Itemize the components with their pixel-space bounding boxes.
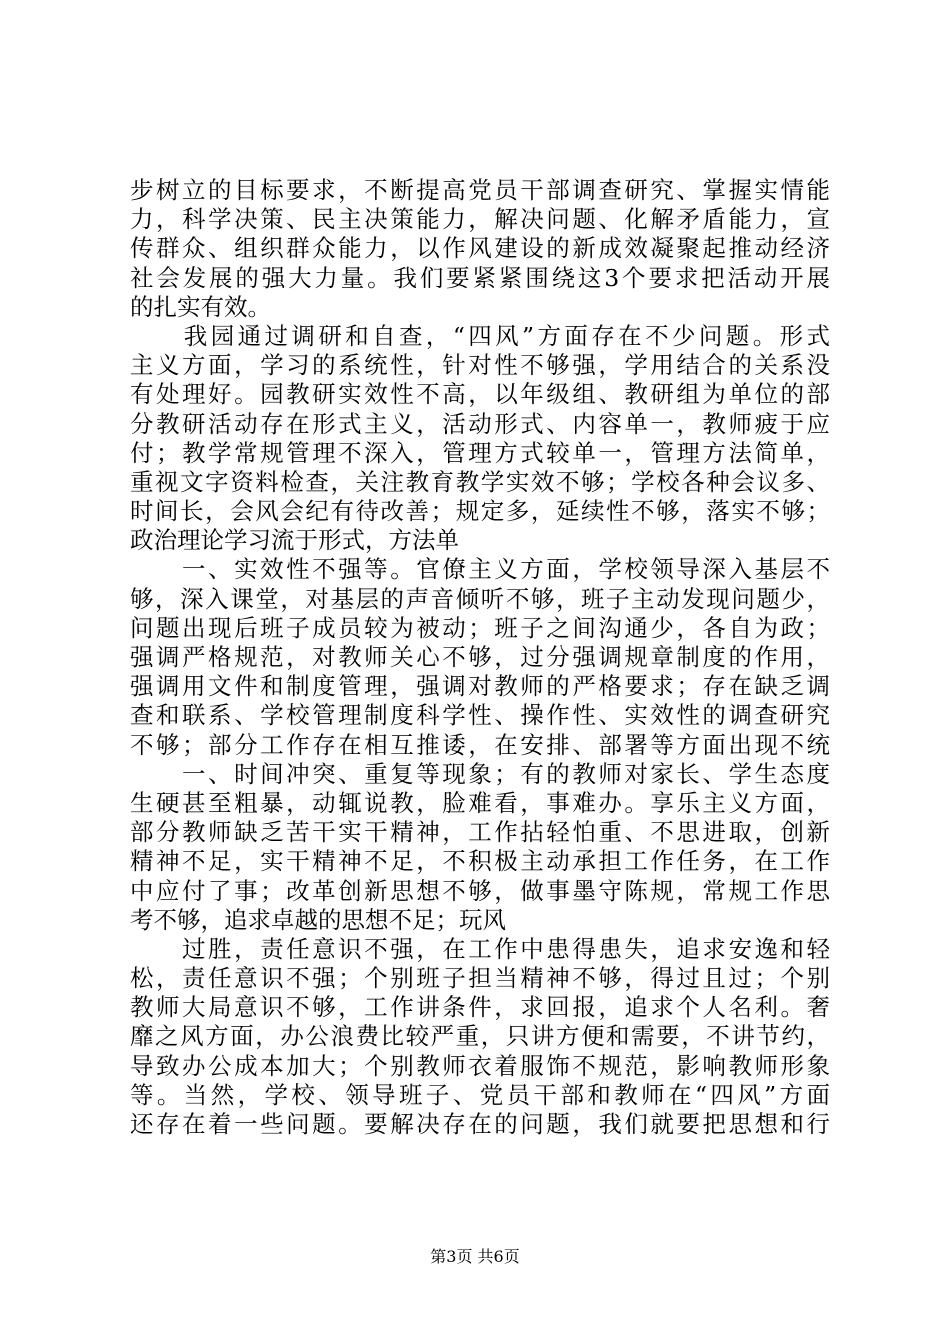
text-line: 松，责任意识不强；个别班子担当精神不够，得过且过；个别 — [130, 964, 830, 993]
text-line: 力，科学决策、民主决策能力，解决问题、化解矛盾能力，宣 — [130, 205, 830, 234]
text-line: 导致办公成本加大；个别教师衣着服饰不规范，影响教师形象 — [130, 1051, 830, 1080]
text-line: 等。当然，学校、领导班子、党员干部和教师在“四风”方面 — [130, 1080, 830, 1109]
text-line: 主义方面，学习的系统性，针对性不够强，学用结合的关系没 — [130, 351, 830, 380]
text-line: 的扎实有效。 — [130, 292, 271, 321]
text-line: 有处理好。园教研实效性不高，以年级组、教研组为单位的部 — [130, 380, 830, 409]
text-line: 传群众、组织群众能力，以作风建设的新成效凝聚起推动经济 — [130, 234, 830, 263]
text-line: 部分教师缺乏苦干实干精神，工作拈轻怕重、不思进取，创新 — [130, 818, 830, 847]
text-line: 教师大局意识不够，工作讲条件，求回报，追求个人名利。奢 — [130, 993, 830, 1022]
document-body — [130, 176, 830, 1139]
text-line: 分教研活动存在形式主义，活动形式、内容单一，教师疲于应 — [130, 409, 830, 438]
text-line: 时间长，会风会纪有待改善；规定多，延续性不够，落实不够； — [130, 497, 830, 526]
text-line: 我园通过调研和自查，“四风”方面存在不少问题。形式 — [130, 321, 830, 350]
text-line: 社会发展的强大力量。我们要紧紧围绕这3个要求把活动开展 — [130, 263, 830, 292]
text-line: 够，深入课堂，对基层的声音倾听不够，班子主动发现问题少， — [130, 584, 830, 613]
text-line: 查和联系、学校管理制度科学性、操作性、实效性的调查研究 — [130, 701, 830, 730]
text-line: 精神不足，实干精神不足，不积极主动承担工作任务，在工作 — [130, 847, 830, 876]
text-line: 付；教学常规管理不深入，管理方式较单一，管理方法简单， — [130, 438, 830, 467]
text-line: 重视文字资料检查，关注教育教学实效不够；学校各种会议多、 — [130, 467, 830, 496]
text-line: 中应付了事；改革创新思想不够，做事墨守陈规，常规工作思 — [130, 876, 830, 905]
text-line: 问题出现后班子成员较为被动；班子之间沟通少，各自为政； — [130, 613, 830, 642]
page-footer: 第3页 共6页 — [430, 1247, 520, 1266]
text-line: 强调用文件和制度管理，强调对教师的严格要求；存在缺乏调 — [130, 672, 830, 701]
text-line: 生硬甚至粗暴，动辄说教，脸难看，事难办。享乐主义方面， — [130, 788, 830, 817]
text-line: 靡之风方面，办公浪费比较严重，只讲方便和需要，不讲节约， — [130, 1022, 830, 1051]
text-line: 一、实效性不强等。官僚主义方面，学校领导深入基层不 — [130, 555, 830, 584]
text-line: 强调严格规范，对教师关心不够，过分强调规章制度的作用， — [130, 643, 830, 671]
text-line: 还存在着一些问题。要解决存在的问题，我们就要把思想和行 — [130, 1110, 830, 1138]
text-line: 一、时间冲突、重复等现象；有的教师对家长、学生态度 — [130, 759, 830, 788]
text-line: 不够；部分工作存在相互推诿，在安排、部署等方面出现不统 — [130, 730, 830, 759]
text-line: 考不够，追求卓越的思想不足；玩风 — [130, 905, 506, 934]
text-line: 政治理论学习流于形式，方法单 — [130, 526, 459, 555]
text-line: 过胜，责任意识不强，在工作中患得患失，追求安逸和轻 — [130, 934, 830, 963]
text-line: 步树立的目标要求，不断提高党员干部调查研究、掌握实情能 — [130, 176, 830, 204]
